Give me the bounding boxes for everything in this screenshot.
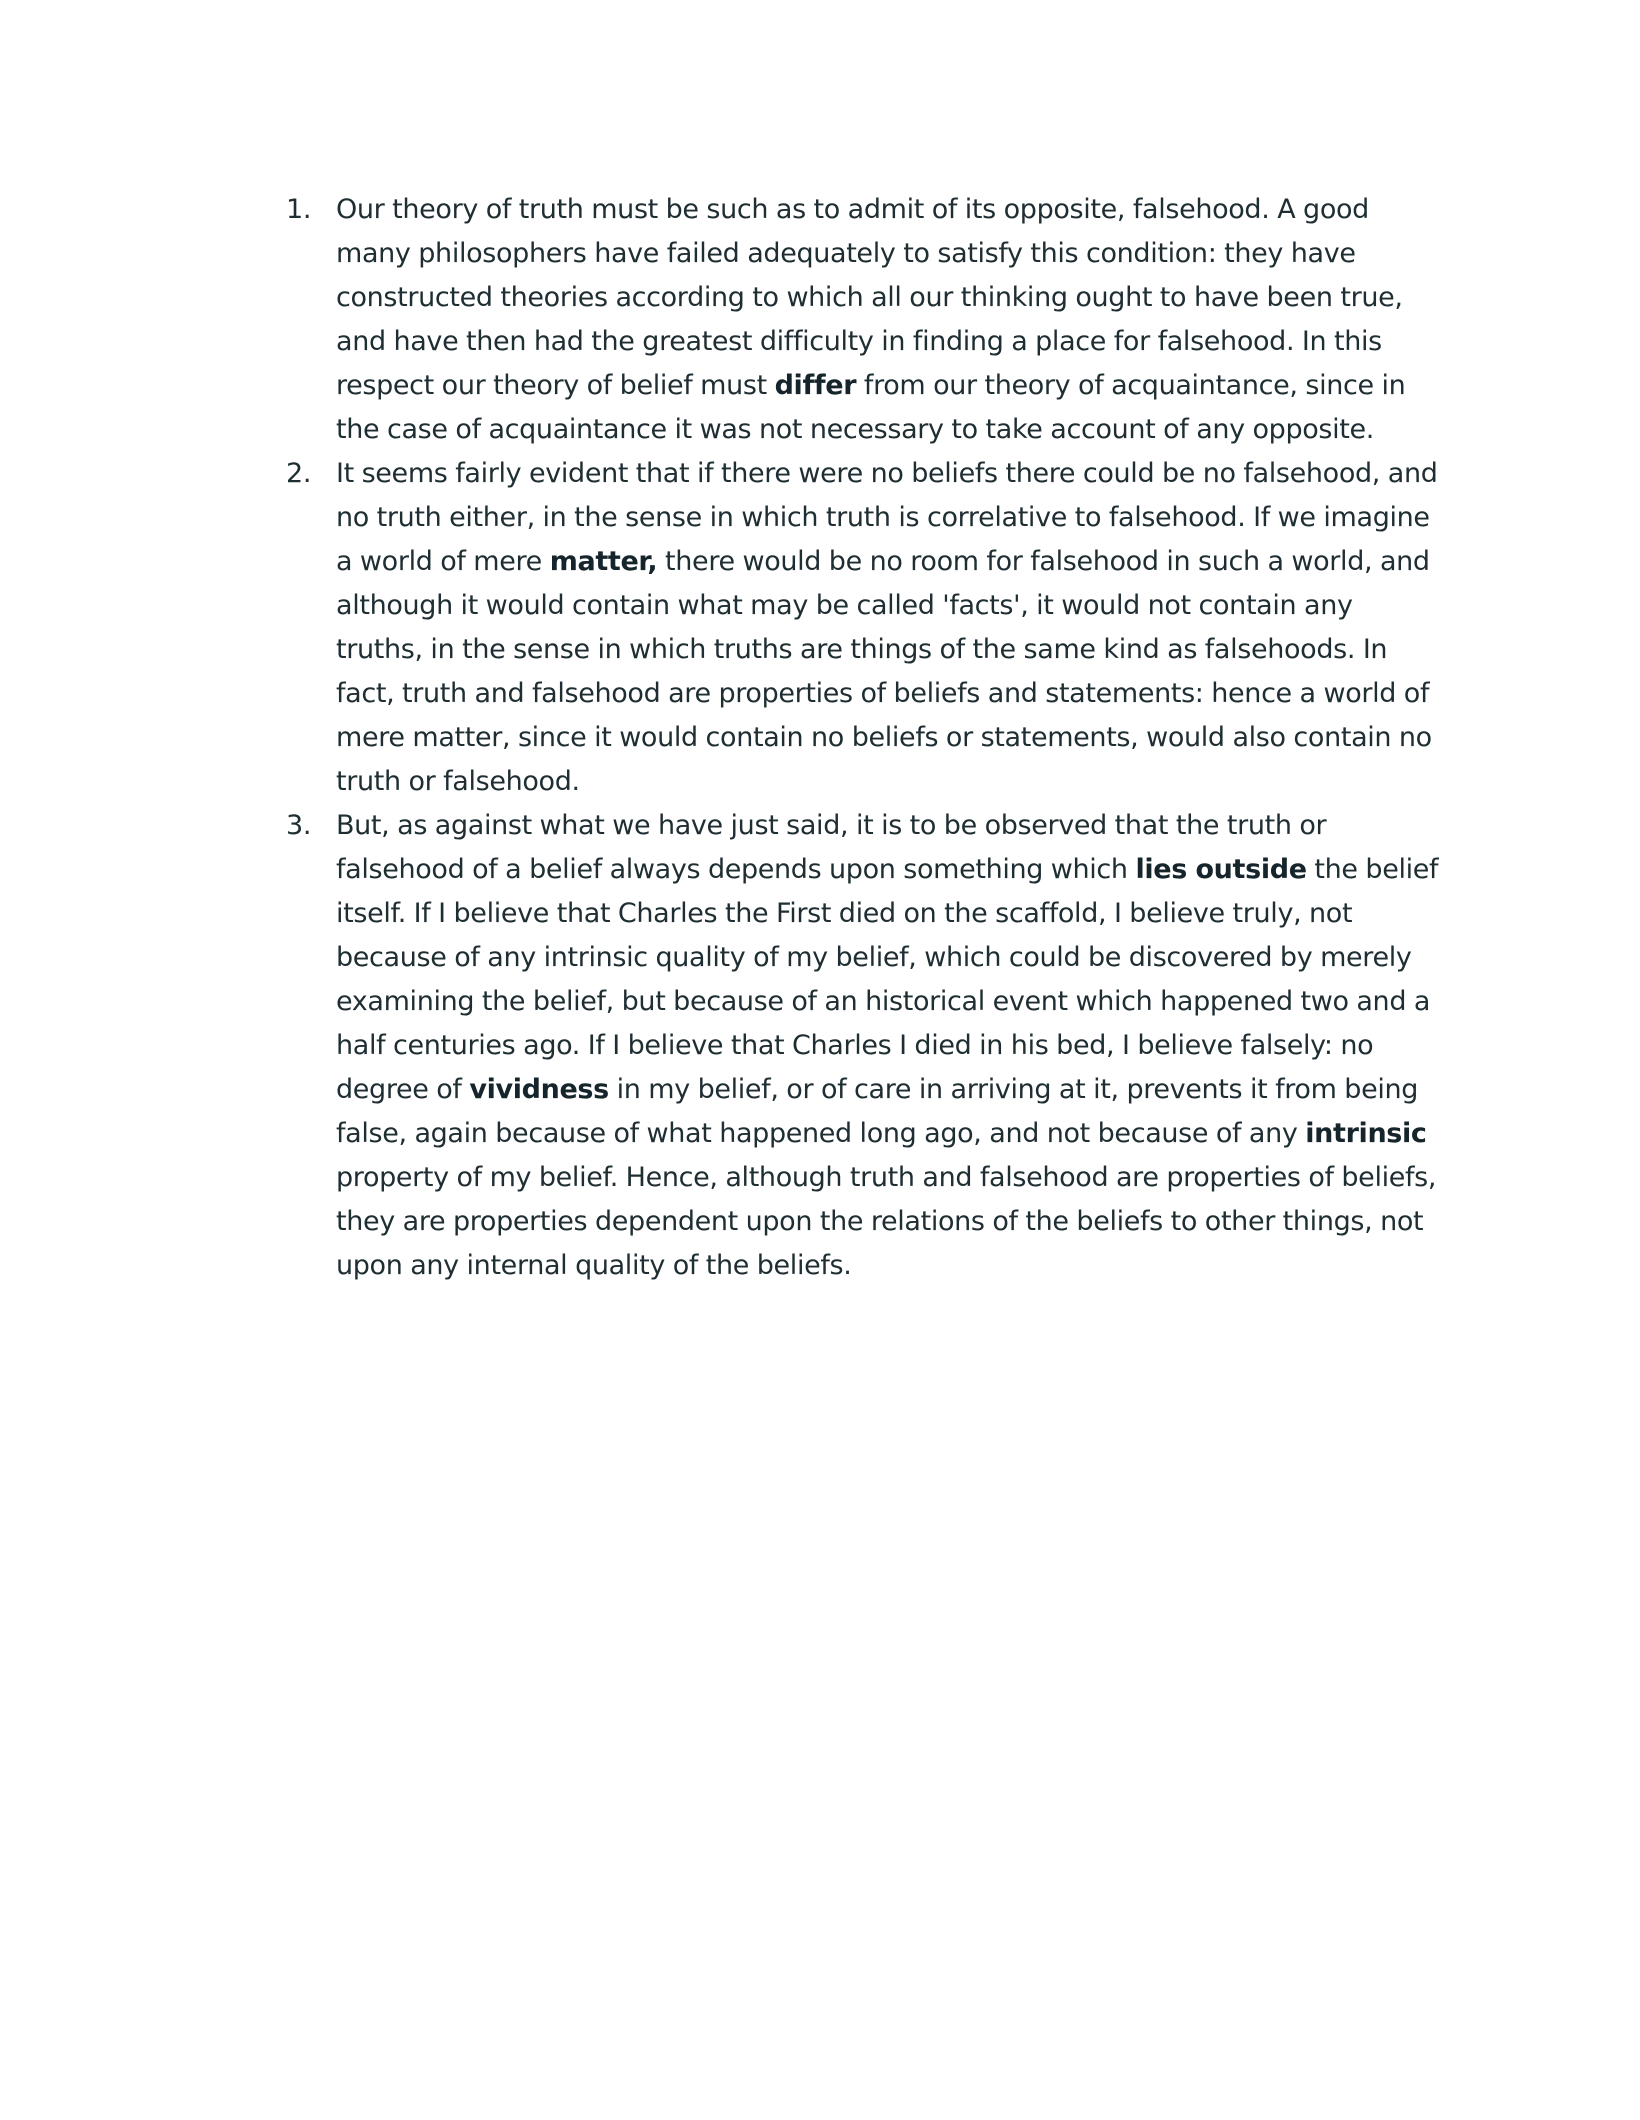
list-item-text xyxy=(336,188,1446,452)
text-segment: It seems fairly evident that if there were no beliefs there could be no falsehood, and no truth either, in the sense in which truth is correlative to falsehood. If we imagine a world of mere xyxy=(336,458,1438,577)
bold-text-segment: intrinsic xyxy=(1305,1118,1427,1149)
list-item xyxy=(286,804,1446,1288)
text-segment: the belief itself. If I believe that Charles the First died on the scaffold, I believe truly, not because of any intrinsic quality of my belief, which could be discovered by merely examining the belief, but because of an historical event which happened two and a half centuries ago. If I believe that Charles I died in his bed, I believe falsely: no degree of xyxy=(336,854,1439,1105)
list-item-text xyxy=(336,452,1446,804)
bold-text-segment: matter, xyxy=(549,546,658,577)
text-segment: there would be no room for falsehood in such a world, and although it would contain what may be called 'facts', it would not contain any truths, in the sense in which truths are things of the same kind as falsehoods. In fact, truth and falsehood are properties of beliefs and statements: hence a world of mere matter, since it would contain no beliefs or statements, would also contain no truth or falsehood. xyxy=(336,546,1432,797)
bold-text-segment: differ xyxy=(774,370,857,401)
text-segment: from our theory of acquaintance, since in the case of acquaintance it was not necessary to take account of any opposite. xyxy=(336,370,1406,445)
bold-text-segment: lies outside xyxy=(1135,854,1307,885)
list-item xyxy=(286,188,1446,452)
list-item-number: 3. xyxy=(286,810,312,841)
numbered-list xyxy=(286,188,1446,1288)
text-segment: property of my belief. Hence, although truth and falsehood are properties of beliefs, they are properties dependent upon the relations of the beliefs to other things, not upon any internal quality of the beliefs. xyxy=(336,1162,1437,1281)
list-item xyxy=(286,452,1446,804)
list-item-number: 1. xyxy=(286,194,312,225)
list-item-number: 2. xyxy=(286,458,312,489)
text-segment: But, as against what we have just said, it is to be observed that the truth or falsehood of a belief always depends upon something which xyxy=(336,810,1327,885)
text-segment: Our theory of truth must be such as to admit of its opposite, falsehood. A good many philosophers have failed adequately to satisfy this condition: they have constructed theories according to which all our thinking ought to have been true, and have then had the greatest difficulty in finding a place for falsehood. In this respect our theory of belief must xyxy=(336,194,1403,401)
list-item-text xyxy=(336,804,1446,1288)
text-segment: in my belief, or of care in arriving at it, prevents it from being false, again because of what happened long ago, and not because of any xyxy=(336,1074,1419,1149)
bold-text-segment: vividness xyxy=(469,1074,609,1105)
